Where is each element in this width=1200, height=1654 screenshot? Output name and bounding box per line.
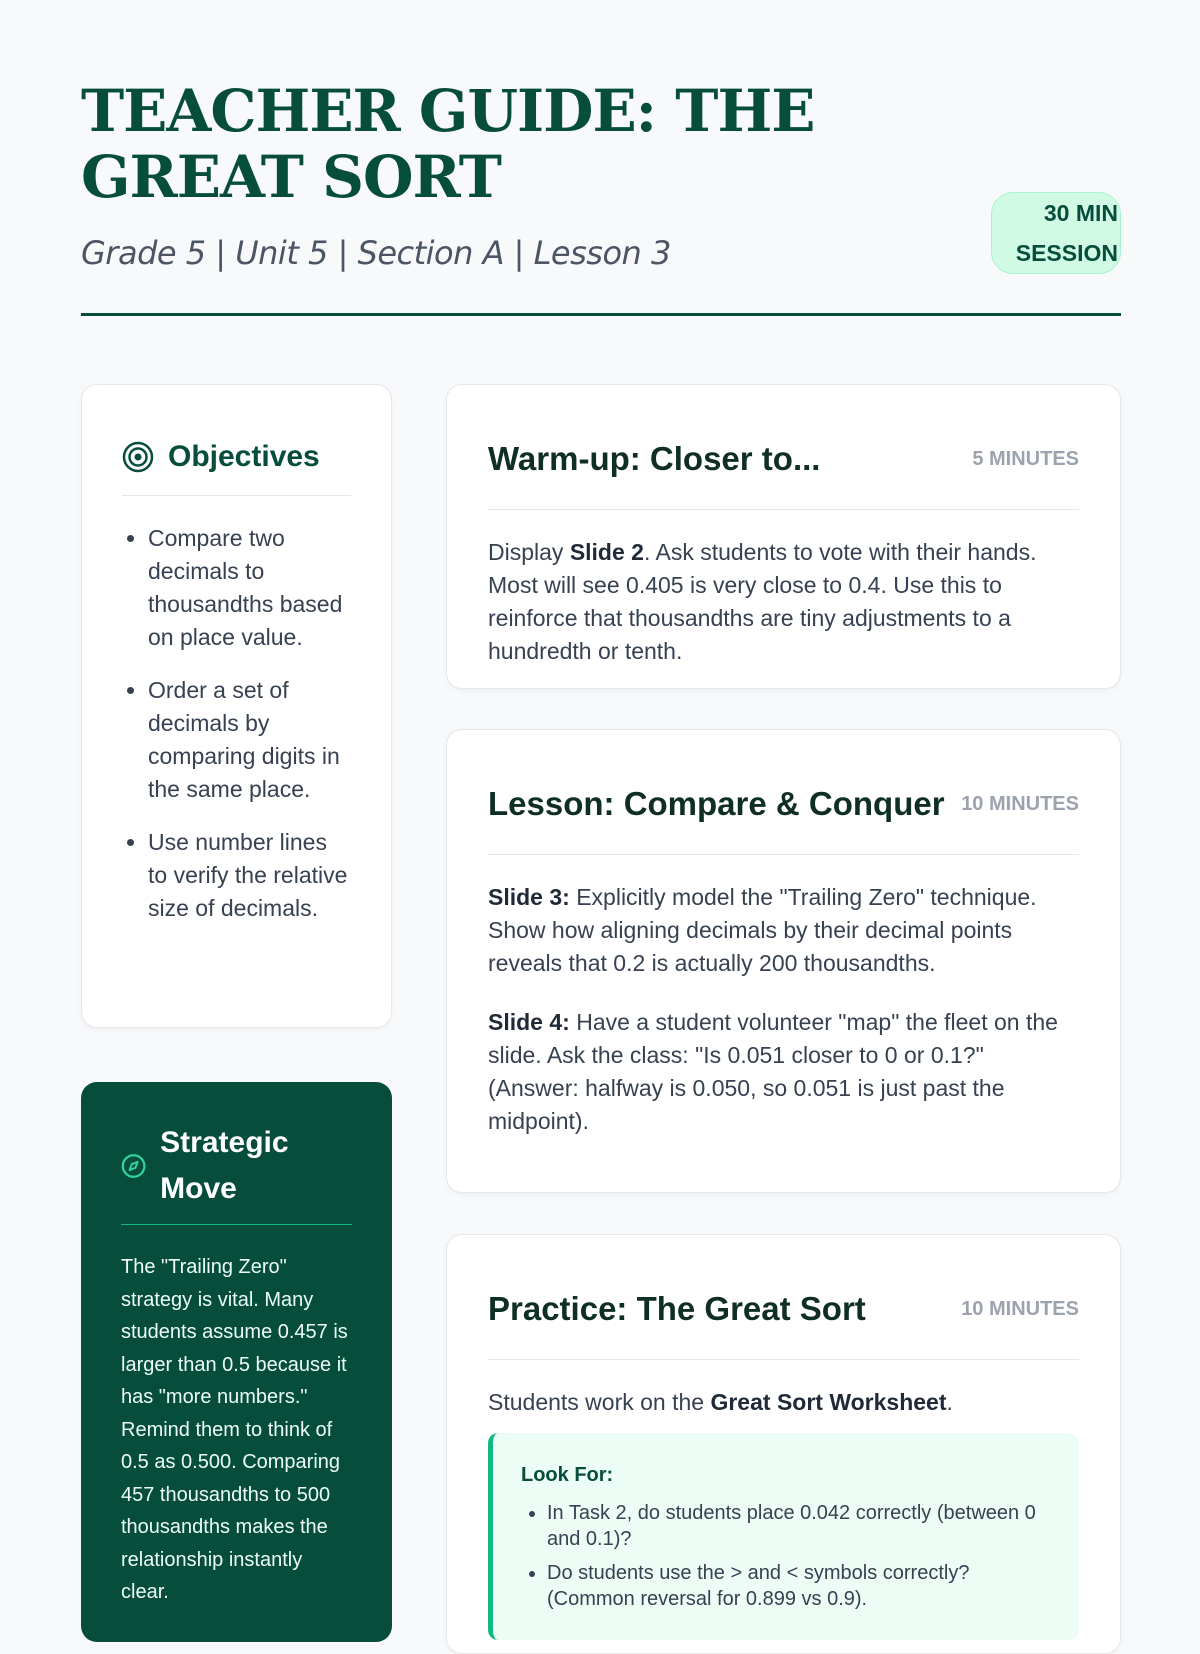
objectives-card xyxy=(81,384,392,1028)
lesson-card xyxy=(446,729,1121,1193)
strategic-move-header xyxy=(121,1108,352,1225)
strategic-move-title: Strategic Move xyxy=(160,1126,289,1205)
warmup-header xyxy=(488,409,1079,510)
objective-item: • Compare two decimals to thousandths based on place value. xyxy=(148,522,351,654)
practice-intro-part: Students work on the xyxy=(488,1389,711,1415)
warmup-text xyxy=(488,536,1079,668)
objectives-title: Objectives xyxy=(168,440,320,473)
objective-item: • Use number lines to verify the relative size of decimals. xyxy=(148,826,351,925)
look-for-list xyxy=(521,1500,1051,1612)
worksheet-name: Great Sort Worksheet xyxy=(710,1389,947,1415)
objectives-header xyxy=(122,419,351,496)
warmup-card xyxy=(446,384,1121,689)
strategic-move-text: The "Trailing Zero" strategy is vital. Many students assume 0.457 is larger than 0.5 because it has "more numbers." Remind them to think of 0.5 as 0.500. Comparing 457 thousandths to 500 thousandths makes the relationship instantly clear. xyxy=(121,1256,348,1603)
slide-label: Slide 3: xyxy=(488,884,570,910)
practice-duration: 10 MINUTES xyxy=(961,1297,1079,1320)
header-divider xyxy=(81,313,1121,316)
look-for-callout xyxy=(488,1433,1079,1640)
session-length-badge: 30 MIN SESSION xyxy=(991,192,1121,274)
lesson-text xyxy=(488,881,1079,1138)
look-for-item: • In Task 2, do students place 0.042 correctly (between 0 and 0.1)? xyxy=(547,1500,1051,1552)
objectives-list xyxy=(122,522,351,925)
practice-intro xyxy=(488,1386,1079,1419)
lesson-paragraph xyxy=(488,1006,1079,1138)
practice-intro-part: . xyxy=(946,1389,953,1415)
slide-label: Slide 4: xyxy=(488,1009,570,1035)
strategic-move-card xyxy=(81,1082,392,1642)
lesson-title: Lesson: Compare & Conquer xyxy=(488,785,945,822)
warmup-text-part: Display xyxy=(488,539,570,565)
page-title: TEACHER GUIDE: THE GREAT SORT xyxy=(81,77,815,211)
warmup-title: Warm-up: Closer to... xyxy=(488,440,821,477)
target-icon xyxy=(122,441,154,473)
objective-item: • Order a set of decimals by comparing digits in the same place. xyxy=(148,674,351,806)
practice-title: Practice: The Great Sort xyxy=(488,1290,866,1327)
compass-icon xyxy=(121,1152,146,1180)
lesson-paragraph xyxy=(488,881,1079,980)
page-subtitle: Grade 5 | Unit 5 | Section A | Lesson 3 xyxy=(81,234,671,272)
lesson-paragraph-text: Have a student volunteer "map" the fleet on the slide. Ask the class: "Is 0.051 closer to 0 or 0.1?" (Answer: halfway is 0.050, so 0.051 is just past the midpoint). xyxy=(488,1009,1058,1134)
practice-header xyxy=(488,1259,1079,1360)
warmup-text-part: . Ask students to vote with their hands. Most will see 0.405 is very close to 0.4. Use this to reinforce that thousandths are tiny adjustments to a hundredth or tenth. xyxy=(488,539,1037,664)
lesson-header xyxy=(488,754,1079,855)
lesson-paragraph-text: Explicitly model the "Trailing Zero" technique. Show how aligning decimals by their decimal points reveals that 0.2 is actually 200 thousandths. xyxy=(488,884,1037,976)
lesson-duration: 10 MINUTES xyxy=(961,792,1079,815)
look-for-title: Look For: xyxy=(521,1464,614,1486)
warmup-duration: 5 MINUTES xyxy=(972,447,1079,470)
warmup-slide-ref: Slide 2 xyxy=(569,539,644,565)
practice-text xyxy=(488,1386,1079,1640)
practice-card xyxy=(446,1234,1121,1654)
look-for-item: • Do students use the > and < symbols correctly? (Common reversal for 0.899 vs 0.9). xyxy=(547,1560,1051,1612)
page-header xyxy=(81,78,1121,272)
